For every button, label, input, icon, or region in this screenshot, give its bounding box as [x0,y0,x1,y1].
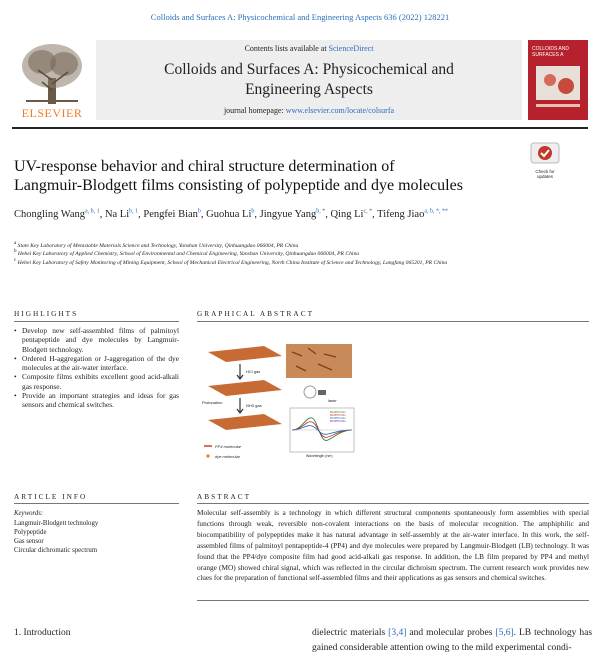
journal-cover[interactable] [528,40,588,120]
spectrum-legend-3: MO/PP4 film [330,416,346,420]
author[interactable] [105,209,143,220]
affiliation-mark: a [14,241,17,247]
detector-icon [304,386,316,398]
article-info-heading: ARTICLE INFO [14,492,88,501]
dye-legend-label: dye molecular [215,454,240,459]
affiliation [14,242,584,250]
author-name: Qing Li [330,209,364,220]
pp4-legend-label: PP4 molecular [215,444,242,449]
author-affiliation-mark[interactable]: b, * [316,208,326,215]
author-separator: , [372,209,375,220]
spectrum-x-label: Wavelength (nm) [306,454,333,458]
cover-title: COLLOIDS AND SURFACES A [532,46,569,58]
abstract-bottom-rule [197,600,589,601]
affiliation [14,259,584,267]
affiliation-text: Hebei Key Laboratory of Applied Chemistry, School of Environmental and Chemical Engineering, Yanshan University, Qinhuangdao 066004, PR China [17,251,360,258]
contents-line: Contents lists available at ScienceDirect [244,44,374,53]
journal-title: Colloids and Surfaces A: Physicochemical and Engineering Aspects [164,61,454,98]
article-info-rule [14,503,179,504]
film-layer-1 [208,346,282,362]
introduction-heading: 1. Introduction [14,628,71,638]
author[interactable] [260,209,331,220]
author-affiliation-mark[interactable]: c, * [363,208,373,215]
graphical-abstract-figure[interactable] [200,340,360,466]
affiliation [14,250,584,258]
affiliation-list [14,242,584,267]
hcl-label: HCl gas [246,369,261,374]
author[interactable] [143,209,206,220]
citation-link[interactable]: [3,4] [388,628,407,638]
homepage-line: journal homepage: www.elsevier.com/locate/colsurfa [223,106,395,115]
highlight-item: • Provide an important strategies and ideas for gas sensors and chemical switches. [14,391,179,410]
laser-label: laser [328,398,337,403]
keywords-list [14,519,98,555]
keywords-heading: Keywords: [14,510,44,517]
author-affiliation-mark[interactable]: b [197,208,201,215]
author-separator: , [138,209,144,220]
spectrum-legend-4: MO/PP4 film [330,419,346,423]
journal-reference[interactable]: Colloids and Surfaces A: Physicochemical and Engineering Aspects 636 (2022) 128221 [150,12,450,22]
dye-legend-swatch [206,454,209,457]
affiliation-mark: c [14,257,17,263]
affiliation-text: Hebei Key Laboratory of Safety Monitoring of Mining Equipment, School of Mechanical Electrical Engineering, North China Institute of Science and Technology, Langfang 065201, PR China [17,259,448,266]
abstract-heading: ABSTRACT [197,492,252,501]
author-list [14,206,514,223]
elsevier-logo [12,40,92,120]
highlights-heading: HIGHLIGHTS [14,309,79,318]
film-layer-2 [208,380,282,396]
check-badge-line1: Check for [535,169,555,174]
graphical-abstract-rule [197,321,589,322]
cover-graphic-icon [528,40,588,120]
header-rule [12,127,588,129]
check-badge-line2: updates [536,174,553,179]
author[interactable] [377,209,448,220]
spectrum-legend-1: MO/PP4 film [330,410,346,414]
keyword: Circular dichromatic spectrum [14,547,98,554]
journal-banner [96,40,522,120]
publisher-name: ELSEVIER [21,106,83,120]
laser-icon [318,390,326,395]
spectrum-legend-2: MO/PP4 film [330,413,346,417]
microscopy-image [286,344,352,378]
keyword: Langmuir-Blodgett technology [14,520,99,527]
protonation-label: Protonation [202,400,223,405]
check-for-updates-badge[interactable] [530,142,560,179]
author-name: Guohua Li [206,209,252,220]
affiliation-text: State Key Laboratory of Metastable Materials Science and Technology, Yanshan University, Qinhuangdao 066004, PR China [17,243,299,249]
author-separator: , [254,209,260,220]
abstract-text: Molecular self-assembly is a technology in which different structural components spontaneously form assemblies with special functions through weak, reversible non-covalent interactions on the basis of molecular recognition. The amphiphilic and biocompatibility of polypeptides make it has natural advantage in self-assembly at the air-water interface. In this work, the self-assembled films of palmitoyl pentapeptide-4 (PP4) and dye molecules were prepared by Langmuir-Blodgett (LB) technology. It was found that the PP4/dye composite film had good acid-alkali gas response. In addition, the LB film prepared by PP4 and methyl orange (MO) showed chiral signal, which was reflected in the circular dichroism spectrum. The current research work provides new clues for the preparation of functional self-assembled films and their applications as gas sensors and chemical switches. [197,508,589,583]
author-name: Chongling Wang [14,209,86,220]
abstract-rule [197,503,589,504]
highlight-item: • Develop new self-assembled films of palmitoyl pentapeptide and dye molecules by Langmuir-Blodgett technology. [14,326,179,354]
citation-link[interactable]: [5,6] [495,628,514,638]
author-name: Tifeng Jiao [377,209,425,220]
check-updates-icon [530,142,560,164]
highlights-rule [14,321,179,322]
keyword: Gas sensor [14,538,44,545]
author-name: Na Li [104,209,130,220]
author[interactable] [206,209,259,220]
sciencedirect-link[interactable]: ScienceDirect [328,44,374,53]
author[interactable] [330,209,374,220]
homepage-link[interactable]: www.elsevier.com/locate/colsurfa [285,106,395,115]
author-name: Pengfei Bian [143,209,198,220]
nh3-label: NH3 gas [246,403,262,408]
author-separator: , [99,209,105,220]
film-layer-3 [208,414,282,430]
author-separator: , [325,209,331,220]
graphical-abstract-heading: GRAPHICAL ABSTRACT [197,309,315,318]
author-affiliation-mark[interactable]: b, 1 [129,208,139,215]
author[interactable] [14,209,105,220]
author-affiliation-mark[interactable]: b [251,208,255,215]
highlight-item: • Ordered H-aggregation or J-aggregation of the dye molecules at the air-water interface. [14,354,179,373]
author-affiliation-mark[interactable]: a, b, 1 [85,208,100,215]
keyword: Polypeptide [14,529,47,536]
affiliation-mark: b [14,249,17,255]
paper-title: UV-response behavior and chiral structure determination of Langmuir-Blodgett films consisting of polypeptide and dye molecules [14,158,463,194]
introduction-text: dielectric materials [3,4] and molecular probes [5,6]. LB technology has gained considerable attention owing to the mild experimental condi- [312,628,593,653]
author-name: Jingyue Yang [259,209,317,220]
highlight-item: • Composite films exhibits excellent good acid-alkali gas response. [14,372,179,391]
highlights-list [14,326,179,410]
author-affiliation-mark[interactable]: a, b, *, ** [424,208,449,215]
author-separator: , [200,209,207,220]
